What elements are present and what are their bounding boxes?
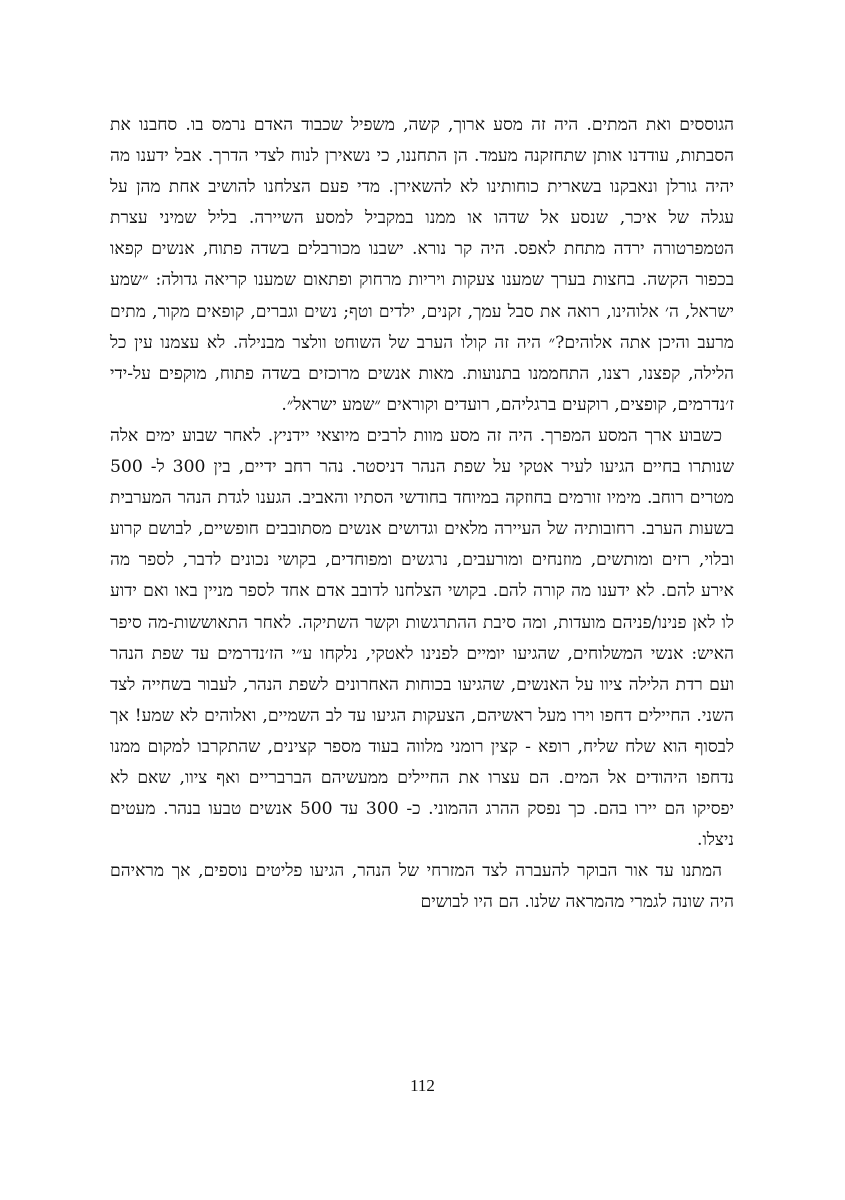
body-text: [110, 110, 734, 918]
page-number: 112: [410, 1076, 435, 1095]
paragraph-2: כשבוע ארך המסע המפרך. היה זה מסע מוות לרבים מיוצאי יידניץ. לאחר שבוע ימים אלה שנותרו בחיים הגיעו לעיר אטקי על שפת הנהר דניסטר. נהר רחב ידיים, בין 300 ל- 500 מטרים רוחב. מימיו זורמים בחוזקה במיוחד בחודשי הסתיו והאביב. הגענו לגדת הנהר המערבית בשעות הערב. רחובותיה של העיירה מלאים וגדושים אנשים מסתובבים חופשיים, לבושם קרוע ובלוי, רזים ומותשים, מוזנחים ומורעבים, נרגשים ומפוחדים, בקושי נכונים לדבר, לספר מה אירע להם. לא ידענו מה קורה להם. בקושי הצלחנו לדובב אדם אחד לספר מניין באו ואם ידוע לו לאן פנינו/פניהם מועדות, ומה סיבת ההתרגשות וקשר השתיקה. לאחר התאוששות-מה סיפר האיש: אנשי המשלוחים, שהגיעו יומיים לפנינו לאטקי, נלקחו ע״י הז׳נדרמים עד שפת הנהר ועם רדת הלילה ציוו על האנשים, שהגיעו בכוחות האחרונים לשפת הנהר, לעבור בשחייה לצד השני. החיילים דחפו וירו מעל ראשיהם, הצעקות הגיעו עד לב השמיים, ואלוהים לא שמע! אך לבסוף הוא שלח שליח, רופא - קצין רומני מלווה בעוד מספר קצינים, שהתקרבו למקום ממנו נדחפו היהודים אל המים. הם עצרו את החיילים ממעשיהם הברבריים ואף ציוו, שאם לא יפסיקו הם יירו בהם. כך נפסק ההרג ההמוני. כ- 300 עד 500 אנשים טבעו בנהר. מעטים ניצלו.: [110, 425, 735, 851]
paragraph-1: הגוססים ואת המתים. היה זה מסע ארוך, קשה, משפיל שכבוד האדם נרמס בו. סחבנו את הסבתות, עודדנו אותן שתחזקנה מעמד. הן התחננו, כי נשאירן לנוח לצדי הדרך. אבל ידענו מה יהיה גורלן ונאבקנו בשארית כוחותינו לא להשאירן. מדי פעם הצלחנו להושיב אחת מהן על עגלה של איכר, שנסע אל שדהו או ממנו במקביל למסע השיירה. בליל שמיני עצרת הטמפרטורה ירדה מתחת לאפס. היה קר נורא. ישבנו מכורבלים בשדה פתוח, אנשים קפאו בכפור הקשה. בחצות בערך שמענו צעקות ויריות מרחוק ופתאום שמענו קריאה גדולה: ״שמע ישראל, ה׳ אלוהינו, רואה את סבל עמך, זקנים, ילדים וטף; נשים וגברים, קופאים מקור, מתים מרעב והיכן אתה אלוהים?״ היה זה קולו הערב של השוחט וולצר מבנילה. לא עצמנו עין כל הלילה, קפצנו, רצנו, התחממנו בתנועות. מאות אנשים מרוכזים בשדה פתוח, מוקפים על-ידי ז׳נדרמים, קופצים, רוקעים ברגליהם, רועדים וקוראים ״שמע ישראל״.: [110, 115, 734, 415]
paragraph-3: המתנו עד אור הבוקר להעברה לצד המזרחי של הנהר, הגיעו פליטים נוספים, אך מראיהם היה שונה לגמרי מהמראה שלנו. הם היו לבושים: [110, 861, 734, 913]
